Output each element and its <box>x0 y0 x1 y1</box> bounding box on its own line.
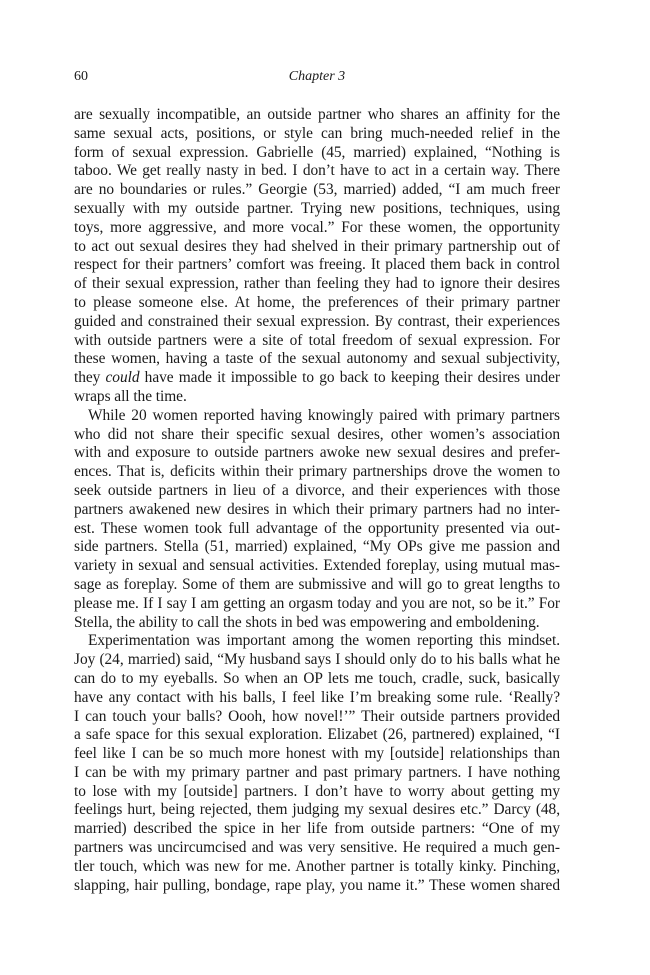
text-line: Joy (24, married) said, “My husband says I should only do to his balls what he <box>74 651 560 669</box>
text-line: slapping, hair pulling, bondage, rape play, you name it.” These women shared <box>74 876 560 894</box>
paragraph-1 <box>74 106 560 407</box>
text-line: feelings hurt, being rejected, them judging my sexual desires etc.” Darcy (48, <box>74 801 560 819</box>
text-line: of their sexual expression, rather than feeling they had to ignore their desires <box>74 275 560 293</box>
text-line: who did not share their specific sexual desires, other women’s association <box>74 425 560 443</box>
text-line: guided and constrained their sexual expression. By contrast, their experiences <box>74 312 560 330</box>
text-line: I can touch your balls? Oooh, how novel!’” Their outside partners provided <box>74 707 560 725</box>
text-line: have any contact with his balls, I feel like I’m breaking some rule. ‘Really? <box>74 688 560 706</box>
text-line: can do to my eyeballs. So when an OP lets me touch, cradle, suck, basically <box>74 669 560 687</box>
text-line: seek outside partners in lieu of a divorce, and their experiences with those <box>74 481 560 499</box>
text-line: taboo. We get really nasty in bed. I don’t have to act in a certain way. There <box>74 162 560 180</box>
page-number: 60 <box>74 69 88 84</box>
text-line: I can be with my primary partner and past primary partners. I have nothing <box>74 763 560 781</box>
emphasized-word: could <box>105 369 140 387</box>
text-line: tler touch, which was new for me. Another partner is totally kinky. Pinching, <box>74 857 560 875</box>
text-line: feel like I can be so much more honest with my [outside] relationships than <box>74 745 560 763</box>
body-text <box>74 106 560 895</box>
text-line: form of sexual expression. Gabrielle (45, married) explained, “Nothing is <box>74 143 560 161</box>
text-line: sage as foreplay. Some of them are submissive and will go to great lengths to <box>74 575 560 593</box>
text-line: a safe space for this sexual exploration. Elizabet (26, partnered) explained, “I <box>74 726 560 744</box>
running-head <box>74 68 560 90</box>
chapter-title: Chapter 3 <box>288 69 346 84</box>
text-line: same sexual acts, positions, or style can bring much-needed relief in the <box>74 124 560 142</box>
text-line: to lose with my [outside] partners. I don’t have to worry about getting my <box>74 782 560 800</box>
text-line: respect for their partners’ comfort was freeing. It placed them back in control <box>74 256 560 274</box>
text-line: Stella, the ability to call the shots in bed was empowering and emboldening. <box>74 613 540 631</box>
text-line: are no boundaries or rules.” Georgie (53, married) added, “I am much freer <box>74 181 560 199</box>
book-page <box>74 68 560 895</box>
text-line: Experimentation was important among the women reporting this mindset. <box>88 632 560 650</box>
text-line: married) described the spice in her life from outside partners: “One of my <box>74 820 560 838</box>
text-segment: have made it impossible to go back to keeping their desires under <box>139 369 560 387</box>
text-line: est. These women took full advantage of the opportunity presented via out- <box>74 519 560 537</box>
text-line: While 20 women reported having knowingly paired with primary partners <box>88 406 560 424</box>
paragraph-2 <box>74 407 560 633</box>
text-line: to act out sexual desires they had shelved in their primary partnership out of <box>74 237 560 255</box>
text-line: sexually with my outside partner. Trying new positions, techniques, using <box>74 199 560 217</box>
text-line: side partners. Stella (51, married) explained, “My OPs give me passion and <box>74 538 560 556</box>
text-line: with and exposure to outside partners awoke new sexual desires and prefer- <box>74 444 560 462</box>
text-segment: they <box>74 369 106 387</box>
text-line: partners awakened new desires in which their primary partners had no inter- <box>74 500 560 518</box>
text-line: are sexually incompatible, an outside partner who shares an affinity for the <box>74 106 560 123</box>
text-line: partners was uncircumcised and was very sensitive. He required a much gen- <box>74 839 560 857</box>
text-line: to please someone else. At home, the preferences of their primary partner <box>74 293 560 311</box>
text-line: wraps all the time. <box>74 387 187 405</box>
text-line: variety in sexual and sensual activities. Extended foreplay, using mutual mas- <box>74 557 560 575</box>
text-line-with-emphasis <box>74 369 560 388</box>
paragraph-3 <box>74 632 560 895</box>
text-line: these women, having a taste of the sexual autonomy and sexual subjectivity, <box>74 350 560 368</box>
text-line: please me. If I say I am getting an orgasm today and you are not, so be it.” For <box>74 594 560 612</box>
text-line: with outside partners were a site of total freedom of sexual expression. For <box>74 331 560 349</box>
text-line: ences. That is, deficits within their primary partnerships drove the women to <box>74 463 560 481</box>
text-line: toys, more aggressive, and more vocal.” For these women, the opportunity <box>74 218 560 236</box>
